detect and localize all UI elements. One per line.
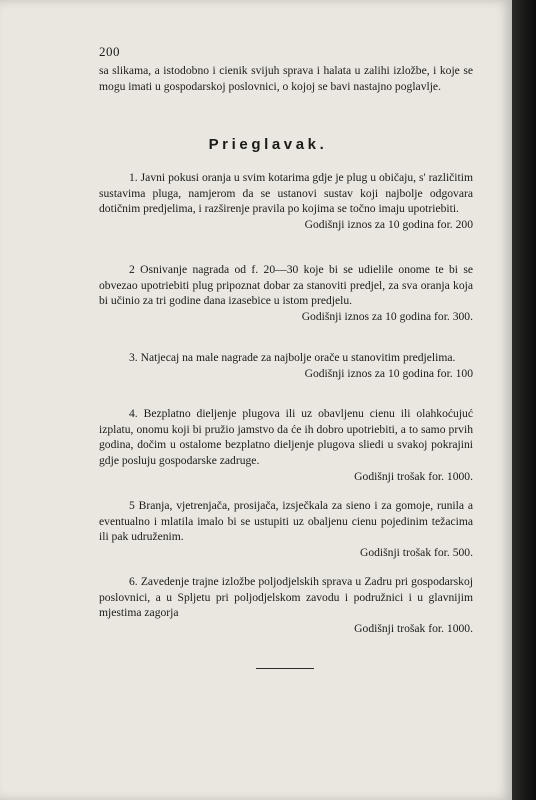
item-text: 4. Bezplatno dieljenje plugova ili uz obavljenu cienu ili olahkoćujuć izplatu, onomu koji bi pružio jamstvo da će ih dobro upotriebiti, a to samo prvih godina, dočim u ostalome bezplatno dieljenje plugova sliedi u svakoj pokrajini gdje posluju gospodarske zadruge. [99,407,473,468]
item-text: 2 Osnivanje nagrada od f. 20—30 koje bi se udielile onome te bi se obvezao upotriebiti plug pripoznat dobar za stanoviti predjel, za sva oranja koja bi učinio za tri godine dana izasebice u istom predjelu. [99,263,473,308]
item-text: 1. Javni pokusi oranja u svim kotarima gdje je plug u običaju, s' različitim sustavima pluga, namjerom da se ustanovi sustav koji najbolje odgovara dotičnim predjelima, i razširenje pravila po kojima se točno imaju upotriebiti. [99,171,473,216]
list-item [99,498,473,561]
list-item [99,350,473,381]
section-heading: Prieglavak. [208,136,328,153]
item-cost: Godišnji trošak for. 1000. [354,622,473,636]
list-item [99,262,473,325]
end-rule-divider [256,668,314,669]
list-item [99,574,473,637]
item-text: 3. Natjecaj na male nagrade za najbolje orače u stanovitim predjelima. [129,351,456,364]
item-cost: Godišnji iznos za 10 godina for. 100 [304,366,473,380]
intro-paragraph [99,63,473,94]
list-item [99,170,473,233]
page-number: 200 [99,44,120,59]
item-text: 5 Branja, vjetrenjača, prosijača, izsječkala za sieno i za gomoje, runila a eventualno i mlatila imalo bi se ustupiti uz obaljenu cienu pojedinim težacima ili pak udruženim. [99,499,473,544]
item-text: 6. Zavedenje trajne izložbe poljodjelskih sprava u Zadru pri gospodarskoj poslovnici, a u Spljetu pri poljodjelskom zavodu i podružnici i u glavnijim mjestima zagorja [99,575,473,620]
item-cost: Godišnji iznos za 10 godina for. 300. [301,310,473,324]
item-cost: Godišnji trošak for. 500. [359,546,473,560]
item-cost: Godišnji trošak for. 1000. [354,469,473,483]
intro-text: sa slikama, a istodobno i cienik svijuh sprava i halata u zalihi izložbe, i koje se mogu imati u gospodarskoj poslovnici, o kojoj se bavi nastajno poglavlje. [99,64,473,93]
book-spine-edge [512,0,536,800]
list-item [99,406,473,485]
item-cost: Godišnji iznos za 10 godina for. 200 [304,218,473,232]
